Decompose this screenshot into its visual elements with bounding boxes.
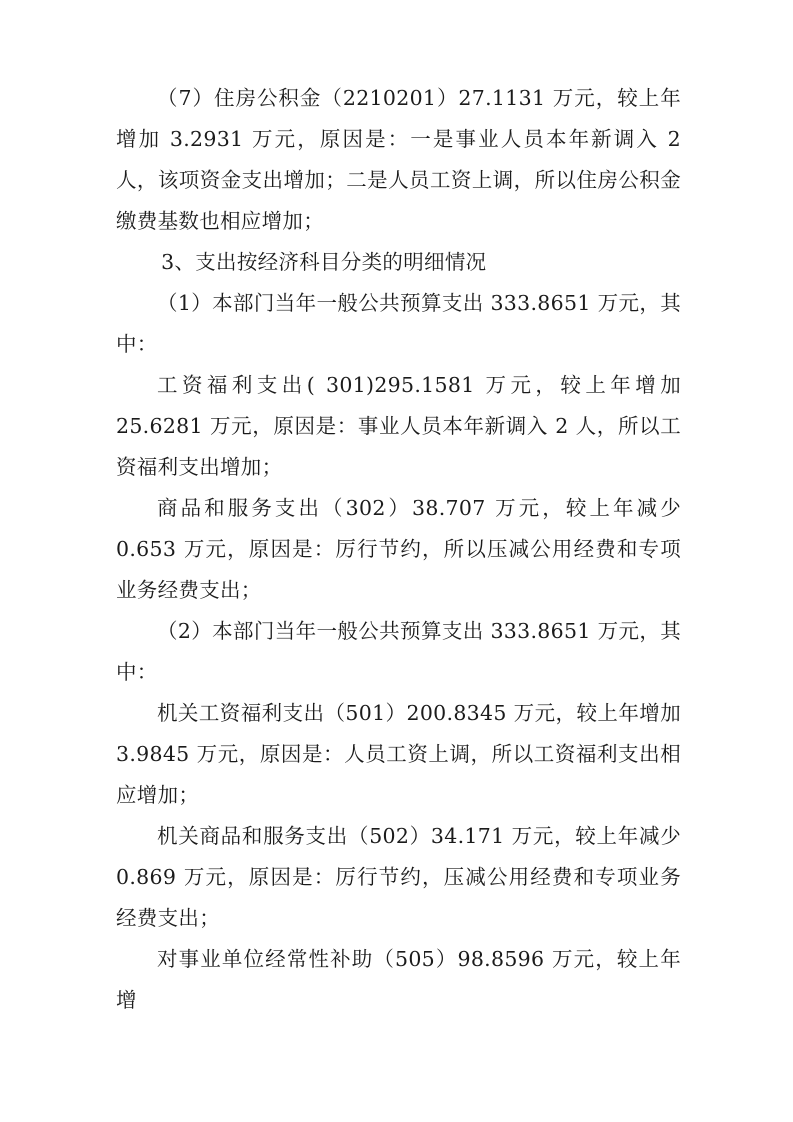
paragraph-org-salary-501: 机关工资福利支出（501）200.8345 万元，较上年增加 3.9845 万元，原因是：人员工资上调，所以工资福利支出相应增加； <box>116 701 681 807</box>
paragraph-institution-subsidy-505: 对事业单位经常性补助（505）98.8596 万元，较上年增 <box>116 947 681 1012</box>
page-text-body <box>116 78 681 1021</box>
paragraph-housing-fund: （7）住房公积金（2210201）27.1131 万元，较上年增加 3.2931 万元，原因是：一是事业人员本年新调入 2 人，该项资金支出增加；二是人员工资上调，所以住房公积金缴费基数也相应增加； <box>116 86 681 233</box>
paragraph-org-goods-502: 机关商品和服务支出（502）34.171 万元，较上年减少 0.869 万元，原因是：厉行节约，压减公用经费和专项业务经费支出； <box>116 824 681 930</box>
paragraph-item-1: （1）本部门当年一般公共预算支出 333.8651 万元，其中： <box>116 291 681 356</box>
paragraph-salary-welfare-301: 工资福利支出( 301)295.1581 万元，较上年增加 25.6281 万元，原因是：事业人员本年新调入 2 人，所以工资福利支出增加； <box>116 373 681 479</box>
paragraph-goods-services-302: 商品和服务支出（302）38.707 万元，较上年减少 0.653 万元，原因是：厉行节约，所以压减公用经费和专项业务经费支出； <box>116 496 681 602</box>
paragraph-item-2: （2）本部门当年一般公共预算支出 333.8651 万元，其中： <box>116 619 681 684</box>
paragraph-section-3-heading: 3、支出按经济科目分类的明细情况 <box>161 250 487 274</box>
